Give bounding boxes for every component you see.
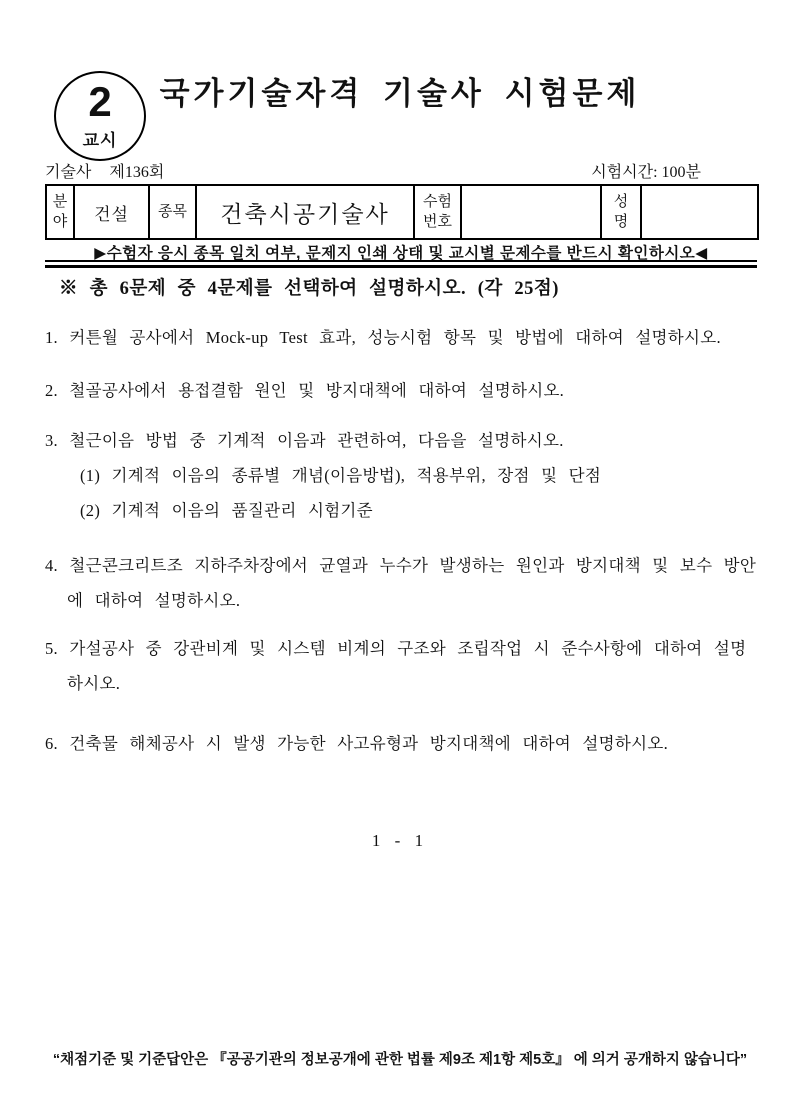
questions-section bbox=[45, 268, 757, 761]
question-6-text: 건축물 해체공사 시 발생 가능한 사고유형과 방지대책에 대하여 설명하시오. bbox=[69, 734, 669, 753]
question-2 bbox=[45, 373, 757, 408]
candidate-notice: ▶수험자 응시 종목 일치 여부, 문제지 인쇄 상태 및 교시별 문제수를 반드시 확인하시오◀ bbox=[94, 245, 708, 262]
page-number: 1 - 1 bbox=[371, 831, 429, 850]
session-label: 교시 bbox=[82, 131, 118, 150]
exam-time: 시험시간: 100분 bbox=[591, 164, 701, 181]
candidate-info-table bbox=[45, 184, 759, 240]
subject-label: 종목 bbox=[158, 203, 187, 220]
divider-double-rule bbox=[45, 260, 757, 268]
question-3-number: 3. bbox=[45, 431, 58, 450]
exam-no-label: 수험번호 bbox=[423, 193, 452, 230]
subject-value-cell: 건축시공기술사 bbox=[196, 185, 414, 239]
field-label: 분야 bbox=[52, 193, 68, 230]
question-4-text: 철근콘크리트조 지하주차장에서 균열과 누수가 발생하는 원인과 방지대책 및 보수 방안에 대하여 설명하시오. bbox=[67, 556, 757, 610]
field-value-cell: 건설 bbox=[74, 185, 149, 239]
question-1 bbox=[45, 320, 757, 355]
question-3-sub-1: (1) 기계적 이음의 종류별 개념(이음방법), 적용부위, 장점 및 단점 bbox=[80, 466, 602, 485]
exam-type: 기술사 bbox=[45, 164, 92, 181]
question-5-number: 5. bbox=[45, 639, 58, 658]
field-label-cell bbox=[46, 185, 74, 239]
exam-meta-left bbox=[45, 159, 164, 182]
question-4 bbox=[45, 548, 757, 618]
name-input-cell bbox=[641, 185, 758, 239]
subject-label-cell bbox=[149, 185, 196, 239]
question-3-text: 철근이음 방법 중 기계적 이음과 관련하여, 다음을 설명하시오. bbox=[69, 431, 564, 450]
question-1-text: 커튼월 공사에서 Mock-up Test 효과, 성능시험 항목 및 방법에 대하여 설명하시오. bbox=[69, 328, 721, 347]
question-3-sub-2: (2) 기계적 이음의 품질관리 시험기준 bbox=[80, 501, 373, 520]
name-label: 성명 bbox=[613, 193, 629, 230]
exam-round: 제136회 bbox=[109, 164, 165, 181]
question-6 bbox=[45, 726, 757, 761]
question-2-text: 철골공사에서 용접결함 원인 및 방지대책에 대하여 설명하시오. bbox=[69, 381, 565, 400]
question-5 bbox=[45, 631, 757, 701]
page-title: 국가기술자격 기술사 시험문제 bbox=[159, 76, 641, 111]
question-1-number: 1. bbox=[45, 328, 58, 347]
exam-no-label-cell bbox=[414, 185, 461, 239]
exam-meta-row bbox=[45, 159, 757, 182]
name-label-cell bbox=[601, 185, 641, 239]
selection-instruction: ※ 총 6문제 중 4문제를 선택하여 설명하시오. (각 25점) bbox=[59, 279, 559, 299]
question-4-number: 4. bbox=[45, 556, 58, 575]
session-number: 2 bbox=[88, 78, 112, 125]
question-5-text: 가설공사 중 강관비계 및 시스템 비계의 구조와 조립작업 시 준수사항에 대하여 설명하시오. bbox=[67, 639, 747, 693]
question-3 bbox=[45, 423, 757, 528]
exam-no-input-cell bbox=[461, 185, 601, 239]
question-2-number: 2. bbox=[45, 381, 58, 400]
question-6-number: 6. bbox=[45, 734, 58, 753]
footer-disclaimer: “채점기준 및 기준답안은 『공공기관의 정보공개에 관한 법률 제9조 제1항 제5호』 에 의거 공개하지 않습니다” bbox=[52, 1052, 748, 1068]
